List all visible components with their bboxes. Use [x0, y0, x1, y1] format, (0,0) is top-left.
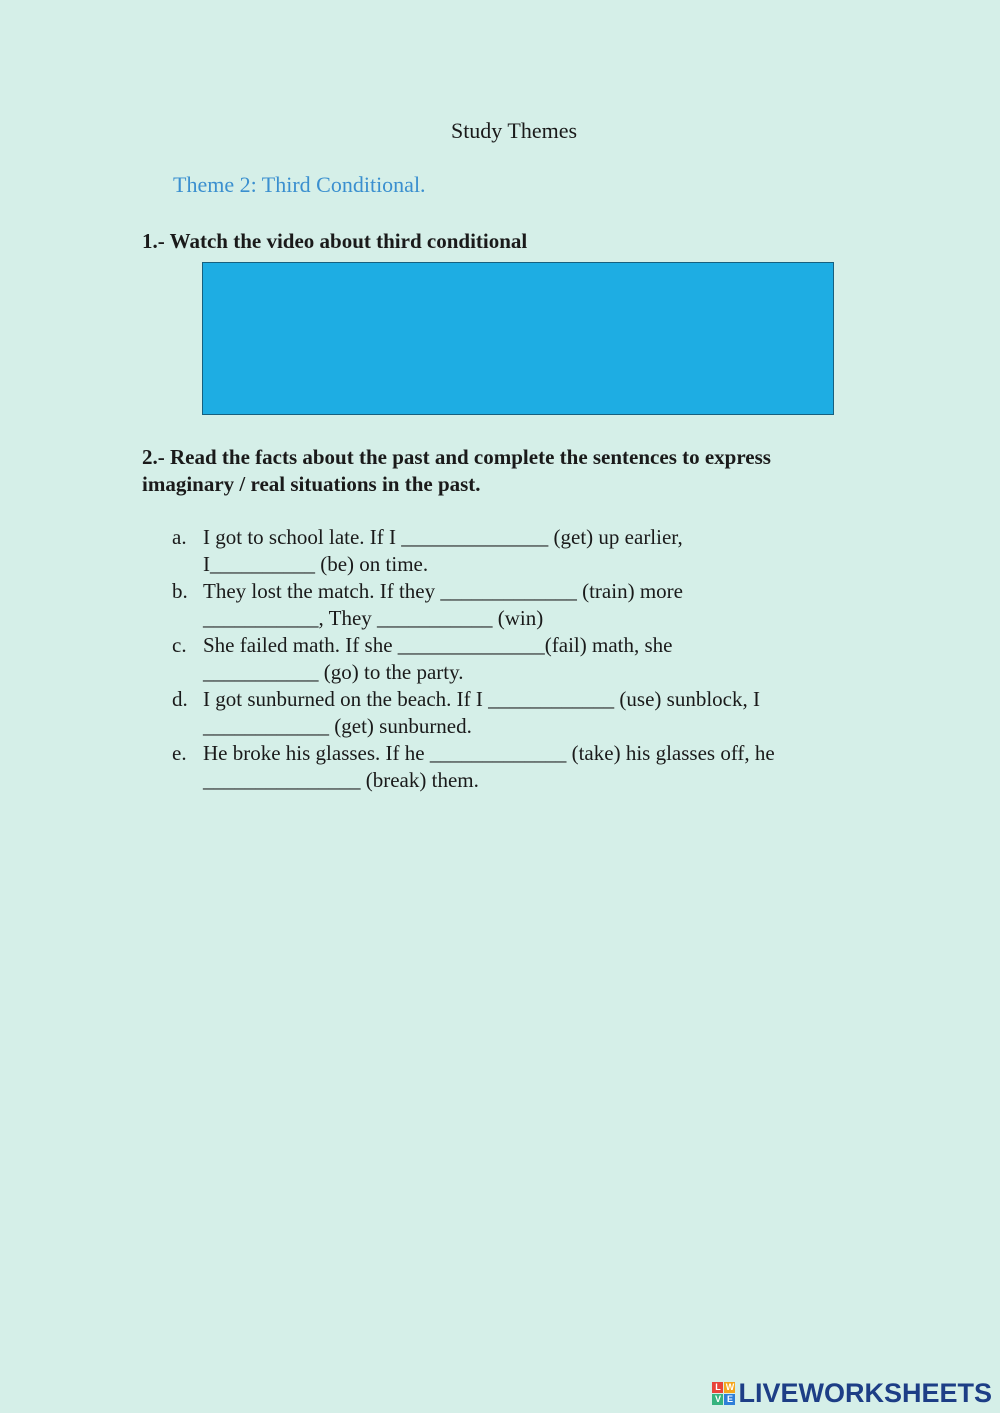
logo-cell: E	[724, 1394, 735, 1405]
theme-heading: Theme 2: Third Conditional.	[173, 172, 426, 197]
exercise-letter: c.	[172, 633, 187, 657]
exercise-line: _______________ (break) them.	[203, 768, 479, 792]
logo-cell: V	[712, 1394, 723, 1405]
exercise-item-c	[172, 632, 872, 686]
exercise-line: He broke his glasses. If he _____________ (take) his glasses off, he	[203, 741, 775, 765]
exercise-line: I got to school late. If I ______________ (get) up earlier,	[203, 525, 683, 549]
exercise-line: I__________ (be) on time.	[203, 552, 429, 576]
logo-cell: L	[712, 1382, 723, 1393]
exercise-list	[172, 524, 872, 794]
brand-wordmark: LIVEWORKSHEETS	[738, 1378, 992, 1408]
exercise-item-d	[172, 686, 872, 740]
document-title: Study Themes	[450, 118, 578, 143]
exercise-item-a	[172, 524, 872, 578]
liveworksheets-logo-icon	[712, 1382, 735, 1405]
exercise-letter: a.	[172, 525, 187, 549]
exercise-line: I got sunburned on the beach. If I ____________ (use) sunblock, I	[203, 687, 760, 711]
exercise-line: ___________, They ___________ (win)	[203, 606, 544, 630]
exercise-line: She failed math. If she ______________(fail) math, she	[203, 633, 673, 657]
exercise-letter: b.	[172, 579, 188, 603]
exercise-item-e	[172, 740, 872, 794]
exercise-line: ____________ (get) sunburned.	[203, 714, 472, 738]
exercise-letter: d.	[172, 687, 188, 711]
section-2-heading: 2.- Read the facts about the past and complete the sentences to express imaginary / real situations in the past.	[142, 445, 771, 496]
liveworksheets-brand[interactable]	[712, 1378, 992, 1409]
exercise-line: They lost the match. If they _____________ (train) more	[203, 579, 683, 603]
section-1-heading: 1.- Watch the video about third conditional	[142, 229, 528, 253]
logo-cell: W	[725, 1382, 735, 1392]
exercise-letter: e.	[172, 741, 187, 765]
exercise-item-b	[172, 578, 872, 632]
exercise-line: ___________ (go) to the party.	[203, 660, 464, 684]
video-embed[interactable]	[202, 262, 834, 415]
